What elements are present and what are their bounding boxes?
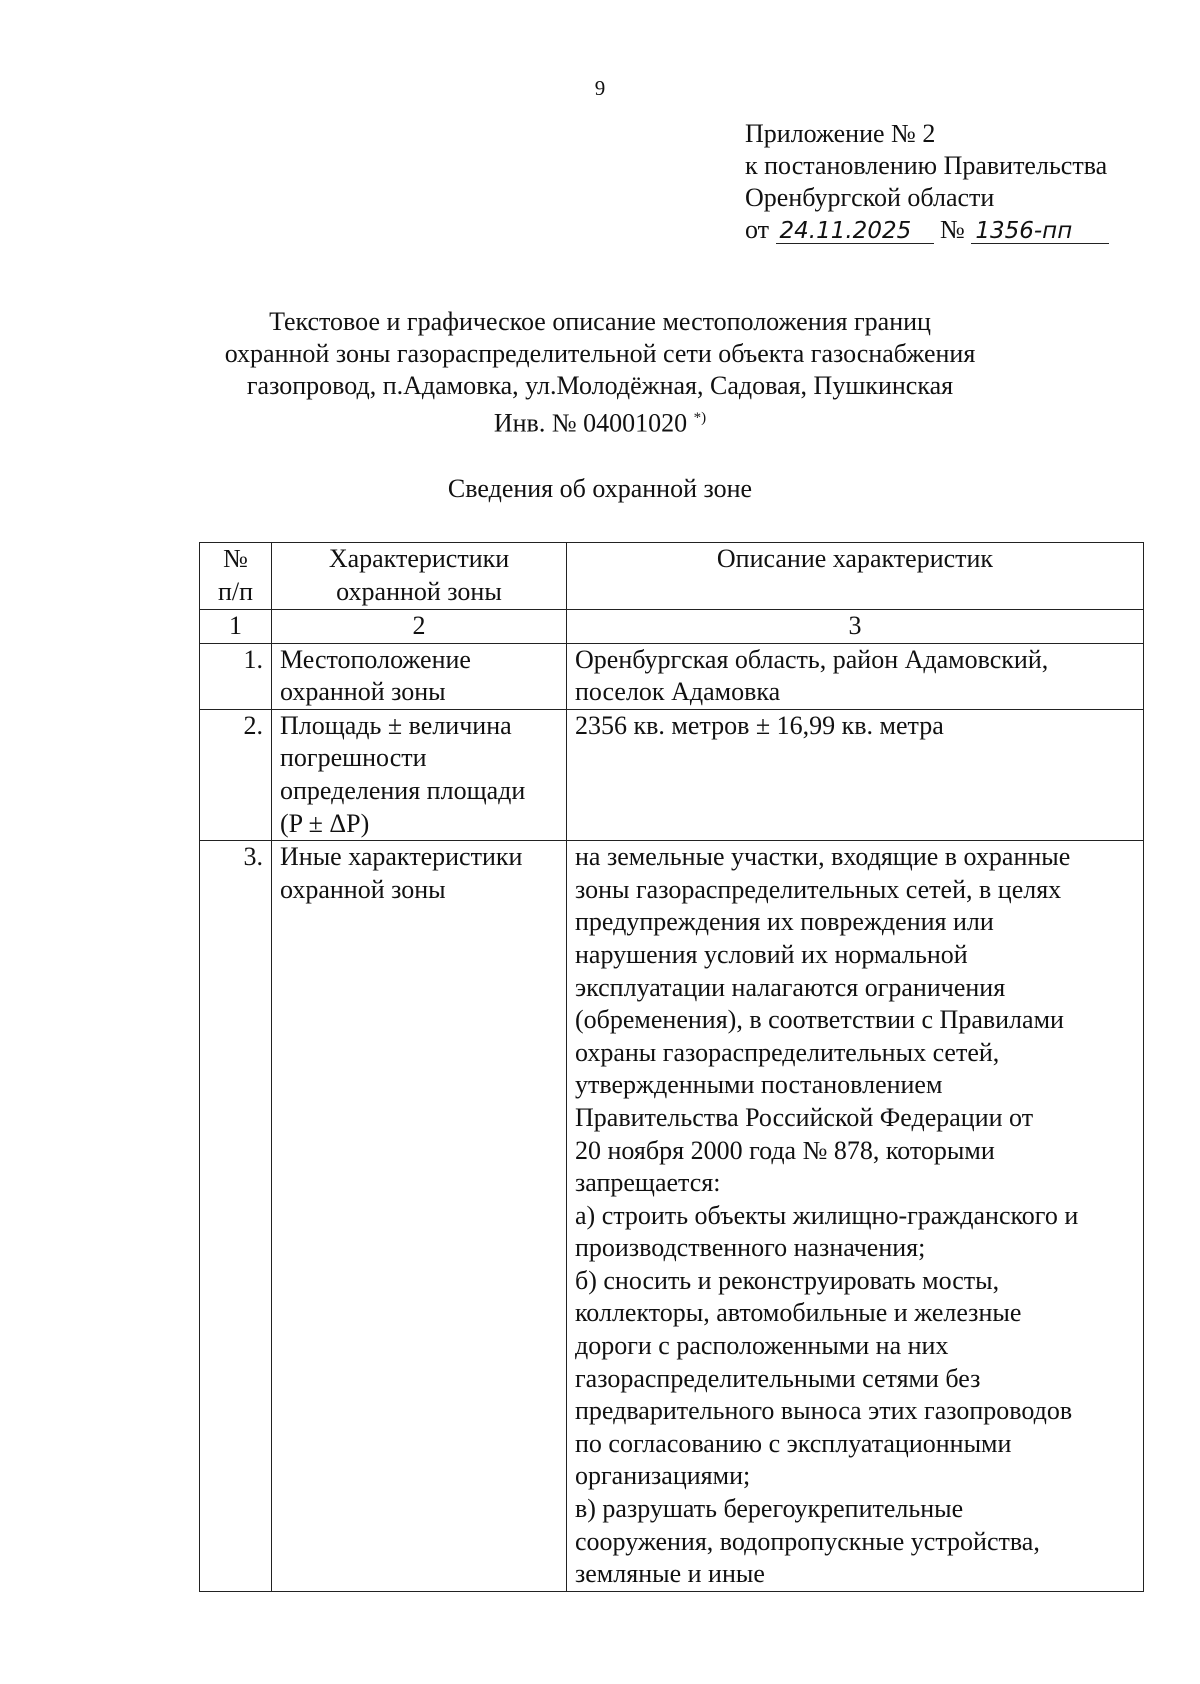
document-title — [0, 306, 1200, 440]
table-row — [200, 709, 1144, 840]
protection-zone-table — [199, 542, 1144, 1592]
appendix-block — [745, 118, 1109, 246]
title-line-2: охранной зоны газораспределительной сети объекта газоснабжения — [224, 339, 976, 368]
title-line-4 — [0, 402, 1200, 440]
table-row — [200, 841, 1144, 1592]
header-number: № п/п — [200, 543, 272, 610]
row-characteristic: Местоположение охранной зоны — [272, 643, 567, 709]
row-characteristic: Площадь ± величина погрешности определения площади (P ± ΔP) — [272, 709, 567, 840]
header-characteristics: Характеристики охранной зоны — [272, 543, 567, 610]
appendix-region: Оренбургской области — [745, 183, 995, 212]
row-characteristic: Иные характеристики охранной зоны — [272, 841, 567, 1592]
numbering-col-2: 2 — [272, 610, 567, 644]
table-header-row — [200, 543, 1144, 610]
handwritten-number: 1356-пп — [971, 219, 1109, 244]
title-line-3: газопровод, п.Адамовка, ул.Молодёжная, Садовая, Пушкинская — [246, 371, 954, 400]
numbering-col-3: 3 — [567, 610, 1144, 644]
row-description: на земельные участки, входящие в охранные зоны газораспределительных сетей, в целях предупреждения их повреждения или нарушения условий их нормальной эксплуатации налагаются ограничения (обременения), в соответствии с Правилами охраны газораспределительных сетей, утвержденными постановлением Правительства Российской Федерации от 20 ноября 2000 года № 878, которыми запрещается: а) строить объекты жилищно-гражданского и производственного назначения; б) сносить и реконструировать мосты, коллекторы, автомобильные и железные дороги с расположенными на них газораспределительными сетями без предварительного выноса этих газопроводов по согласованию с эксплуатационными организациями; в) разрушать берегоукрепительные сооружения, водопропускные устройства, земляные и иные — [567, 841, 1144, 1592]
row-number: 2. — [200, 709, 272, 840]
row-number: 1. — [200, 643, 272, 709]
row-number: 3. — [200, 841, 272, 1592]
number-sign: № — [940, 215, 965, 244]
appendix-reference: к постановлению Правительства — [745, 151, 1108, 180]
footnote-mark: *) — [693, 410, 707, 426]
date-prefix: от — [745, 215, 770, 244]
inventory-number: Инв. № 04001020 — [493, 408, 688, 438]
table-row — [200, 643, 1144, 709]
row-description: 2356 кв. метров ± 16,99 кв. метра — [567, 709, 1144, 840]
appendix-title: Приложение № 2 — [745, 119, 936, 148]
appendix-date-line — [745, 214, 1109, 246]
section-subtitle: Сведения об охранной зоне — [447, 474, 753, 503]
numbering-col-1: 1 — [200, 610, 272, 644]
handwritten-date: 24.11.2025 — [776, 219, 934, 244]
page-number: 9 — [594, 76, 606, 100]
table-numbering-row — [200, 610, 1144, 644]
title-line-1: Текстовое и графическое описание местоположения границ — [269, 307, 931, 336]
row-description: Оренбургская область, район Адамовский, поселок Адамовка — [567, 643, 1144, 709]
header-description: Описание характеристик — [567, 543, 1144, 610]
